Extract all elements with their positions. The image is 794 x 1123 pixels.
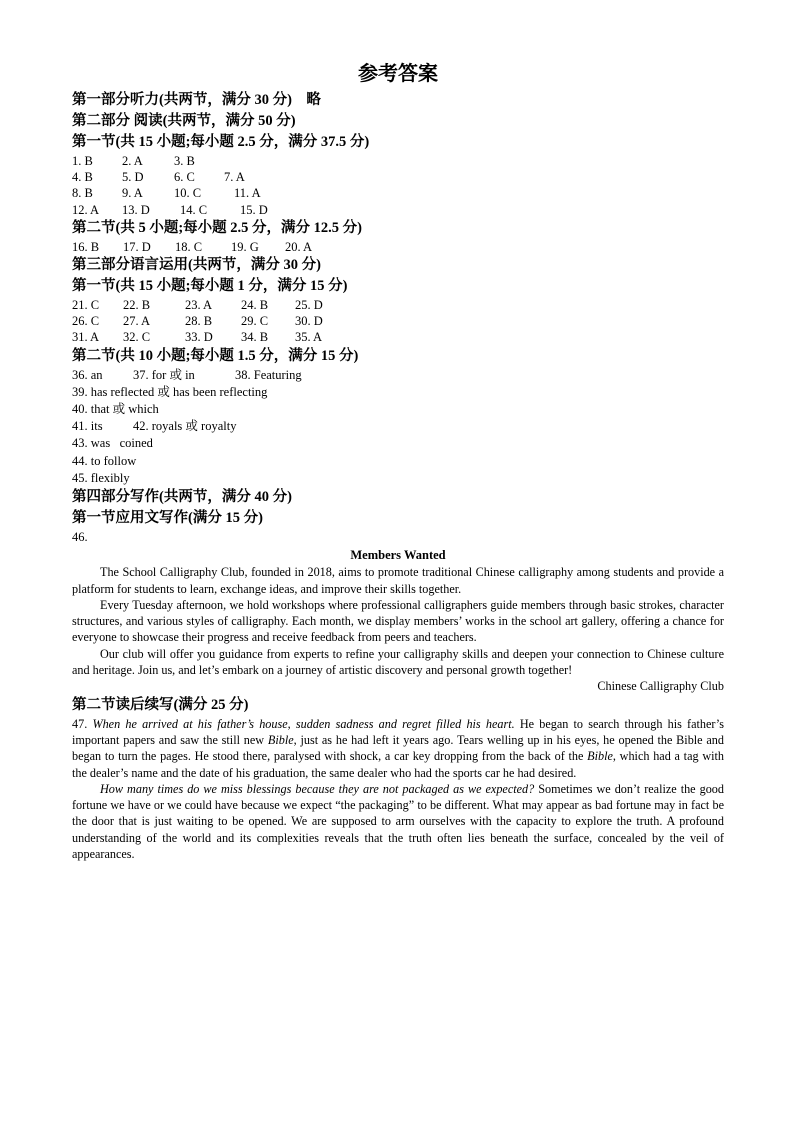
answer-row <box>72 418 724 435</box>
answer-item: 6. C <box>174 170 195 185</box>
question-number: 47. <box>72 716 93 731</box>
answer-item: 34. B <box>241 330 269 345</box>
answer-row <box>72 297 724 313</box>
part4-heading: 第四部分写作(共两节，满分 40 分) <box>72 489 292 506</box>
essay-paragraph: Our club will offer you guidance from experts to refine your calligraphy skills and deepen your connection to Chinese culture and heritage. Join us, and let’s embark on a journey of artistic discovery and personal growth together! <box>72 646 724 678</box>
answer-item: 7. A <box>224 170 245 185</box>
answer-item: 21. C <box>72 298 100 313</box>
answer-item: 24. B <box>241 298 269 313</box>
answer-item: 13. D <box>122 202 150 217</box>
answer-row <box>72 153 724 169</box>
answer-item: 33. D <box>185 330 213 345</box>
answer-item: 3. B <box>174 154 195 168</box>
answer-row <box>72 329 724 345</box>
given-sentence: How many times do we miss blessings because they are not packaged as we expected? <box>100 781 535 796</box>
continuation-text: He began to search through his father’s important papers and saw the still new <box>72 716 725 747</box>
answer-item: 26. C <box>72 314 100 329</box>
part3-section2-heading: 第二节(共 10 小题;每小题 1.5 分，满分 15 分) <box>72 347 359 364</box>
page-title: 参考答案 <box>358 63 438 85</box>
answer-item: 15. D <box>240 202 268 217</box>
answer-item: 18. C <box>175 239 203 254</box>
answer-item: 14. C <box>180 202 208 217</box>
answer-item: 8. B <box>72 186 93 201</box>
answer-item: 41. its <box>72 419 103 434</box>
part4-section1-heading: 第一节应用文写作(满分 15 分) <box>72 510 263 527</box>
answer-item: 9. A <box>122 186 143 201</box>
answer-item: 31. A <box>72 330 100 345</box>
continuation-paragraph <box>72 716 724 781</box>
answer-row <box>72 313 724 329</box>
answer-item: 27. A <box>123 314 151 329</box>
continuation-text: Sometimes we don’t realize the good fortune we have or we could have because we expect “the packaging” to be different. What may appear as bad fortune may in fact be the door that is just waiting to be opened. We are supposed to arm ourselves with the capacity to explore the truth. A profound understanding of the world and its complexities reveals that the truth often lies beneath the surface, concealed by the veil of appearances. <box>72 781 724 861</box>
answer-item: 28. B <box>185 314 213 329</box>
italic-word: Bible <box>587 749 613 764</box>
answer-item: 29. C <box>241 314 269 329</box>
answer-row <box>72 185 724 201</box>
answer-item: 1. B <box>72 154 93 168</box>
answer-item: 12. A <box>72 202 100 217</box>
answer-item: 22. B <box>123 298 151 313</box>
given-sentence: When he arrived at his father’s house, sudden sadness and regret filled his heart. <box>92 716 515 731</box>
part2-section2-heading: 第二节(共 5 小题;每小题 2.5 分，满分 12.5 分) <box>72 219 362 236</box>
answer-line: 40. that 或 which <box>72 402 159 417</box>
essay-paragraph: Every Tuesday afternoon, we hold workshops where professional calligraphers guide members through basic strokes, character structures, and various styles of calligraphy. Each month, we display members’ works in the school art gallery, offering a chance for everyone to showcase their progress and receive feedback from peers and teachers. <box>72 597 724 645</box>
answer-item: 37. for 或 in <box>133 367 195 382</box>
answer-item: 42. royals 或 royalty <box>133 419 237 434</box>
answer-item: 10. C <box>174 186 202 201</box>
answer-row <box>72 367 724 384</box>
answer-line: 43. was coined <box>72 436 153 451</box>
answer-line: 39. has reflected 或 has been reflecting <box>72 384 268 399</box>
answer-item: 38. Featuring <box>235 367 302 382</box>
answer-item: 17. D <box>123 239 151 254</box>
essay-title: Members Wanted <box>350 548 446 563</box>
answer-item: 2. A <box>122 154 143 168</box>
italic-word: Bible <box>267 732 294 747</box>
part2-section1-heading: 第一节(共 15 小题;每小题 2.5 分，满分 37.5 分) <box>72 134 370 150</box>
answer-item: 11. A <box>234 186 261 201</box>
answer-row <box>72 169 724 185</box>
answer-row <box>72 239 724 255</box>
answer-item: 30. D <box>295 314 323 329</box>
part3-section1-heading: 第一节(共 15 小题;每小题 1 分，满分 15 分) <box>72 278 348 295</box>
answer-key-page <box>72 60 724 862</box>
answer-item: 19. G <box>231 239 259 254</box>
continuation-text: , just as he had left it years ago. Tears welling up in his eyes, he opened the Bible and began to turn the pages. He stood there, paralysed with shock, a car key dropping from the back of the <box>72 732 724 764</box>
essay-paragraph: The School Calligraphy Club, founded in 2018, aims to promote traditional Chinese calligraphy among students and provide a platform for students to learn, exchange ideas, and improve their skills together. <box>72 565 724 596</box>
part4-section2-heading: 第二节读后续写(满分 25 分) <box>72 696 249 713</box>
answer-item: 23. A <box>185 298 213 313</box>
answer-line: 45. flexibly <box>72 470 130 485</box>
answer-line: 44. to follow <box>72 453 137 468</box>
question-number: 46. <box>72 530 88 545</box>
continuation-text: , which had a tag with the dealer’s name and the date of his graduation, the same dealer who had the sports car he had desired. <box>72 749 724 780</box>
part2-heading: 第二部分 阅读(共两节，满分 50 分) <box>72 113 296 129</box>
answer-item: 25. D <box>295 298 323 313</box>
continuation-paragraph <box>72 781 724 862</box>
part1-heading: 第一部分听力(共两节，满分 30 分) 略 <box>72 92 321 108</box>
answer-item: 32. C <box>123 330 151 345</box>
essay-signature: Chinese Calligraphy Club <box>597 679 724 694</box>
answer-item: 5. D <box>122 170 144 185</box>
answer-item: 36. an <box>72 367 103 382</box>
answer-row <box>72 202 724 218</box>
answer-item: 20. A <box>285 239 313 254</box>
part3-heading: 第三部分语言运用(共两节，满分 30 分) <box>72 257 321 274</box>
answer-item: 4. B <box>72 170 93 185</box>
answer-item: 35. A <box>295 330 323 345</box>
answer-item: 16. B <box>72 239 100 254</box>
